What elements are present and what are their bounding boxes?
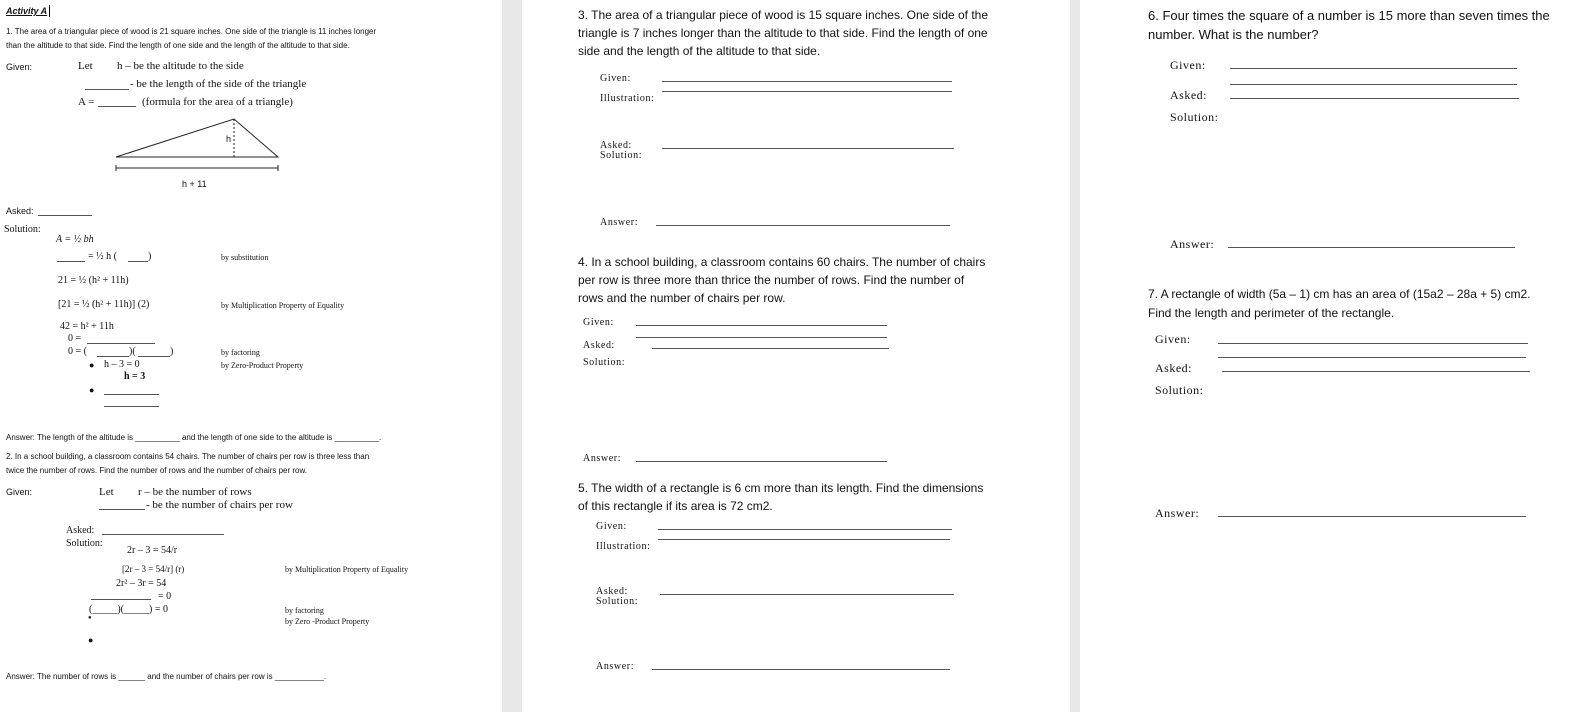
note-zero-product: by Zero-Product Property bbox=[221, 361, 304, 370]
asked-label-3: Asked: bbox=[600, 140, 632, 151]
problem-7-line2: Find the length and perimeter of the rectangle. bbox=[1148, 306, 1395, 320]
blank-line bbox=[138, 356, 170, 357]
step-9: h = 3 bbox=[124, 371, 146, 382]
blank-line bbox=[97, 356, 129, 357]
problem-3-line3: side and the length of the altitude to that side. bbox=[578, 44, 821, 58]
blank-line bbox=[104, 406, 159, 407]
activity-heading: Activity A bbox=[6, 6, 48, 16]
given-label-2: Given: bbox=[6, 487, 33, 497]
problem-1-text-line2: than the altitude to that side. Find the length of one side and the length of the altitude to that side. bbox=[6, 41, 350, 50]
step-7-mid: )( bbox=[129, 346, 136, 357]
answer-blank-line bbox=[1228, 247, 1515, 248]
answer-blank-line bbox=[636, 461, 887, 462]
solution-label: Solution: bbox=[4, 224, 41, 235]
bullet-icon: ● bbox=[88, 635, 94, 645]
problem-4-line3: rows and the number of chairs per row. bbox=[578, 291, 786, 305]
given-blank-line bbox=[658, 539, 950, 540]
eq-4: = 0 bbox=[158, 591, 172, 602]
formula-note: (formula for the area of a triangle) bbox=[142, 96, 293, 108]
solution-label-7: Solution: bbox=[1155, 383, 1204, 397]
step-8: h – 3 = 0 bbox=[104, 359, 140, 370]
side-definition: - be the length of the side of the triangle bbox=[130, 78, 307, 90]
note-factoring-2: by factoring bbox=[285, 606, 324, 615]
answer-blank-line bbox=[652, 669, 950, 670]
asked-label-7: Asked: bbox=[1155, 361, 1192, 375]
step-6: 0 = bbox=[68, 333, 82, 344]
document-page-3 bbox=[1080, 0, 1596, 712]
solution-label-2: Solution: bbox=[66, 538, 103, 549]
problem-4-line1: 4. In a school building, a classroom contains 60 chairs. The number of chairs bbox=[578, 255, 986, 269]
bullet-icon: ● bbox=[89, 360, 95, 370]
step-5: 42 = h² + 11h bbox=[60, 321, 114, 332]
problem-3-line1: 3. The area of a triangular piece of wood is 15 square inches. One side of the bbox=[578, 8, 989, 22]
problem-2-text-line1: 2. In a school building, a classroom contains 54 chairs. The number of chairs per row is three less than bbox=[6, 452, 370, 461]
answer-label-6: Answer: bbox=[1170, 237, 1215, 251]
note-multiplication-property: by Multiplication Property of Equality bbox=[221, 301, 345, 310]
asked-label-5: Asked: bbox=[596, 586, 628, 597]
problem-5-line2: of this rectangle if its area is 72 cm2. bbox=[578, 499, 773, 513]
blank-line bbox=[91, 599, 151, 600]
blank-line bbox=[87, 343, 155, 344]
answer-2: Answer: The number of rows is ______ and the number of chairs per row is ___________. bbox=[6, 672, 327, 681]
eq-2: [2r – 3 = 54/r] (r) bbox=[122, 564, 185, 574]
blank-line bbox=[85, 89, 129, 90]
triangle-base-label: h + 11 bbox=[182, 179, 207, 189]
given-blank-line bbox=[1230, 84, 1517, 85]
text-cursor bbox=[49, 5, 50, 17]
answer-label-7: Answer: bbox=[1155, 506, 1200, 520]
triangle-illustration bbox=[110, 115, 285, 177]
asked-blank-line-2 bbox=[102, 534, 224, 535]
given-label-5: Given: bbox=[596, 521, 627, 532]
chairs-definition: - be the number of chairs per row bbox=[146, 499, 293, 511]
triangle-height-label: h bbox=[226, 134, 232, 144]
solution-label-5: Solution: bbox=[596, 596, 639, 607]
given-label-7: Given: bbox=[1155, 332, 1191, 346]
answer-label-3: Answer: bbox=[600, 217, 639, 228]
problem-6-line1: 6. Four times the square of a number is 15 more than seven times the bbox=[1148, 8, 1550, 23]
problem-1-text-line1: 1. The area of a triangular piece of wood is 21 square inches. One side of the triangle is 11 inches longer bbox=[6, 27, 377, 36]
step-4: [21 = ½ (h² + 11h)] (2) bbox=[58, 299, 150, 310]
step-1: A = ½ bh bbox=[56, 234, 94, 245]
note-substitution: by substitution bbox=[221, 253, 269, 262]
given-label-6: Given: bbox=[1170, 58, 1206, 72]
bullet-icon: ● bbox=[88, 615, 92, 621]
eq-3: 2r² – 3r = 54 bbox=[116, 578, 167, 589]
bullet-icon: ● bbox=[89, 385, 95, 395]
blank-line bbox=[99, 509, 145, 510]
step-3: 21 = ½ (h² + 11h) bbox=[58, 275, 129, 286]
given-label: Given: bbox=[6, 62, 33, 72]
let-r-definition: r – be the number of rows bbox=[138, 486, 252, 498]
document-page-1 bbox=[0, 0, 502, 712]
asked-label: Asked: bbox=[6, 206, 34, 216]
let-h-definition: h – be the altitude to the side bbox=[117, 60, 244, 72]
given-blank-line bbox=[636, 325, 887, 326]
problem-7-line1: 7. A rectangle of width (5a – 1) cm has an area of (15a2 – 28a + 5) cm2. bbox=[1148, 287, 1531, 301]
asked-blank-line bbox=[1230, 98, 1519, 99]
step-2-close: ) bbox=[148, 251, 152, 262]
note-factoring: by factoring bbox=[221, 348, 260, 357]
given-blank-line bbox=[1230, 68, 1517, 69]
document-page-2 bbox=[522, 0, 1070, 712]
asked-label-4: Asked: bbox=[583, 340, 615, 351]
asked-label-2: Asked: bbox=[66, 525, 95, 536]
given-blank-line bbox=[658, 529, 952, 530]
given-blank-line bbox=[662, 81, 952, 82]
eq-1: 2r – 3 = 54/r bbox=[127, 545, 178, 556]
let-label: Let bbox=[78, 60, 93, 72]
blank-line bbox=[104, 394, 159, 395]
asked-blank-line bbox=[1222, 371, 1530, 372]
given-blank-line bbox=[636, 337, 887, 338]
answer-blank-line bbox=[656, 225, 950, 226]
problem-4-line2: per row is three more than thrice the number of rows. Find the number of bbox=[578, 273, 965, 287]
asked-blank-line bbox=[652, 348, 889, 349]
note-multiplication-property-2: by Multiplication Property of Equality bbox=[285, 565, 409, 574]
problem-6-line2: number. What is the number? bbox=[1148, 27, 1319, 42]
given-blank-line bbox=[1218, 343, 1528, 344]
solution-label-4: Solution: bbox=[583, 357, 626, 368]
eq-5: (_____)(_____) = 0 bbox=[89, 604, 168, 615]
given-label-4: Given: bbox=[583, 317, 614, 328]
answer-label-5: Answer: bbox=[596, 661, 635, 672]
answer-1: Answer: The length of the altitude is __________ and the length of one side to the altitude is __________. bbox=[6, 433, 382, 442]
given-blank-line bbox=[1218, 357, 1526, 358]
given-label-3: Given: bbox=[600, 73, 631, 84]
answer-blank-line bbox=[1218, 516, 1526, 517]
solution-label-3: Solution: bbox=[600, 150, 643, 161]
step-7: 0 = ( bbox=[68, 346, 87, 357]
illustration-label-5: Illustration: bbox=[596, 541, 651, 552]
step-7-close: ) bbox=[170, 346, 174, 357]
blank-line bbox=[128, 261, 148, 262]
let-label-2: Let bbox=[99, 486, 114, 498]
asked-blank-line bbox=[662, 148, 954, 149]
problem-3-line2: triangle is 7 inches longer than the altitude to that side. Find the length of one bbox=[578, 26, 988, 40]
blank-line bbox=[57, 261, 85, 262]
problem-5-line1: 5. The width of a rectangle is 6 cm more than its length. Find the dimensions bbox=[578, 481, 984, 495]
given-blank-line bbox=[662, 91, 952, 92]
problem-2-text-line2: twice the number of rows. Find the number of rows and the number of chairs per row. bbox=[6, 466, 308, 475]
note-zero-product-2: by Zero -Product Property bbox=[285, 617, 370, 626]
area-equals: A = bbox=[78, 96, 95, 108]
blank-line bbox=[98, 106, 136, 107]
illustration-label-3: Illustration: bbox=[600, 93, 655, 104]
solution-label-6: Solution: bbox=[1170, 110, 1219, 124]
asked-blank-line bbox=[660, 594, 954, 595]
step-2: = ½ h ( bbox=[88, 251, 117, 262]
asked-label-6: Asked: bbox=[1170, 88, 1207, 102]
answer-label-4: Answer: bbox=[583, 453, 622, 464]
asked-blank-line bbox=[38, 215, 92, 216]
